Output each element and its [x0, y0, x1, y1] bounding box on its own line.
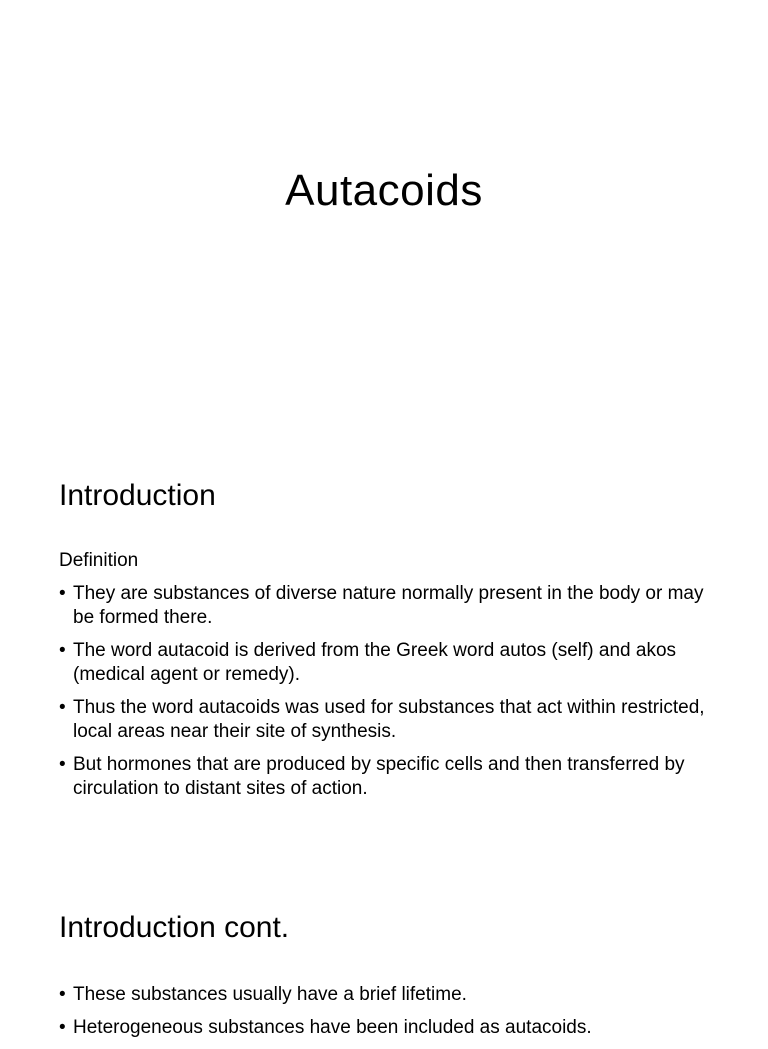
bullet-list — [59, 983, 719, 1040]
bullet-item — [59, 983, 719, 1007]
bullet-text: The word autacoid is derived from the Greek word autos (self) and akos (medical agent or remedy). — [73, 640, 677, 685]
bullet-text: But hormones that are produced by specific cells and then transferred by circulation to distant sites of action. — [73, 754, 685, 799]
bullet-icon: • — [59, 583, 66, 604]
bullet-text: Thus the word autacoids was used for substances that act within restricted, local areas near their site of synthesis. — [73, 697, 705, 742]
slide-heading: Introduction — [59, 479, 216, 512]
slide-heading: Introduction cont. — [59, 911, 290, 944]
bullet-item — [59, 1016, 719, 1040]
bullet-icon: • — [59, 984, 66, 1005]
slide-introduction-cont — [0, 864, 768, 1038]
bullet-text: They are substances of diverse nature normally present in the body or may be formed there. — [73, 583, 704, 628]
bullet-text: Heterogeneous substances have been included as autacoids. — [73, 1017, 592, 1038]
bullet-item — [59, 582, 719, 630]
slide-title — [0, 0, 768, 432]
bullet-icon: • — [59, 754, 66, 775]
bullet-item — [59, 639, 719, 687]
bullet-list — [59, 582, 719, 801]
bullet-item — [59, 753, 719, 801]
bullet-text: These substances usually have a brief lifetime. — [73, 984, 467, 1005]
slide-body — [59, 983, 719, 1049]
slide-introduction — [0, 432, 768, 864]
slide-title-text: Autacoids — [285, 166, 483, 215]
bullet-icon: • — [59, 640, 66, 661]
definition-subheading: Definition — [59, 550, 139, 571]
slide-body — [59, 549, 719, 810]
bullet-icon: • — [59, 697, 66, 718]
bullet-icon: • — [59, 1017, 66, 1038]
bullet-item — [59, 696, 719, 744]
